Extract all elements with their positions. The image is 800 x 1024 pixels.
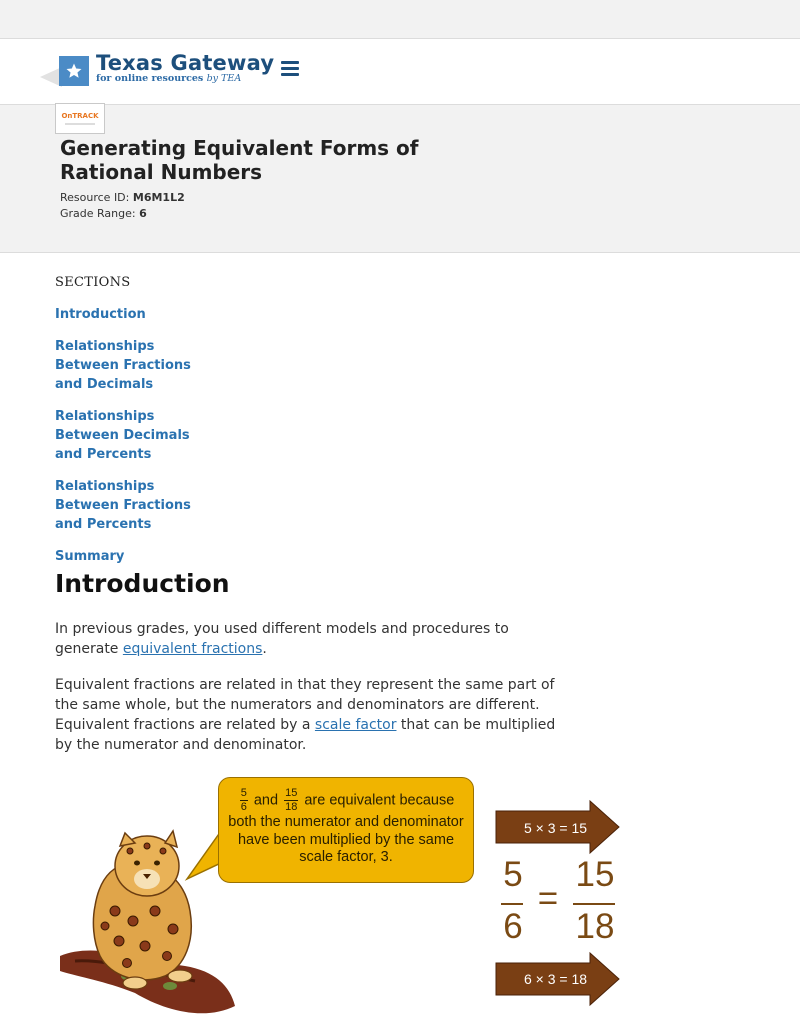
resource-banner xyxy=(0,105,800,253)
left-numerator: 5 xyxy=(503,855,523,894)
section-link-introduction[interactable]: Introduction xyxy=(55,307,146,322)
right-numerator: 15 xyxy=(575,855,615,894)
page-title: Generating Equivalent Forms of Rational Numbers xyxy=(60,136,419,184)
grade-range: Grade Range: 6 xyxy=(60,207,147,220)
logo-subtitle: for online resources by TEA xyxy=(96,73,242,84)
right-fraction-bar xyxy=(573,903,615,905)
intro-paragraph-1: In previous grades, you used different models and procedures to generate equivalent fractions. xyxy=(55,621,509,657)
equivalent-fractions-figure xyxy=(55,771,625,1024)
section-heading-introduction: Introduction xyxy=(55,569,230,598)
star-icon xyxy=(59,56,89,86)
ontrack-thumbnail xyxy=(55,103,105,134)
right-denominator: 18 xyxy=(575,907,615,946)
left-denominator: 6 xyxy=(503,907,523,946)
equals-sign: = xyxy=(537,879,559,918)
thumbnail-text: OnTRACK xyxy=(61,111,99,120)
logo-title: Texas Gateway xyxy=(96,51,275,75)
section-link-fractions-percents[interactable]: Relationships Between Fractions and Percents xyxy=(55,479,191,532)
scale-factor-link[interactable]: scale factor xyxy=(314,717,397,733)
hamburger-menu-icon[interactable] xyxy=(281,61,299,76)
browser-top-bar xyxy=(0,0,800,39)
resource-id: Resource ID: M6M1L2 xyxy=(60,191,185,204)
site-header xyxy=(0,39,800,105)
top-arrow-label: 5 × 3 = 15 xyxy=(523,820,588,836)
intro-paragraph-2: Equivalent fractions are related in that they represent the same part of the same whole, but the numerators and denominators are different. Equivalent fractions are related by a scale factor that can be multiplied by the numerator and denominator. xyxy=(55,677,556,753)
section-link-summary[interactable]: Summary xyxy=(55,549,125,564)
speech-bubble-text: $\frac{5}{6}$ and $\frac{15}{18}$ are equivalent because both the numerator and denominator have been multiplied by the same scale factor, 3. xyxy=(228,787,464,865)
equivalent-fractions-link[interactable]: equivalent fractions xyxy=(122,641,263,657)
sections-nav xyxy=(55,275,215,579)
bottom-arrow-label: 6 × 3 = 18 xyxy=(523,971,588,987)
sections-heading: SECTIONS xyxy=(55,275,131,290)
section-link-decimals-percents[interactable]: Relationships Between Decimals and Percents xyxy=(55,409,190,462)
section-link-fractions-decimals[interactable]: Relationships Between Fractions and Decimals xyxy=(55,339,191,392)
left-fraction-bar xyxy=(501,903,523,905)
